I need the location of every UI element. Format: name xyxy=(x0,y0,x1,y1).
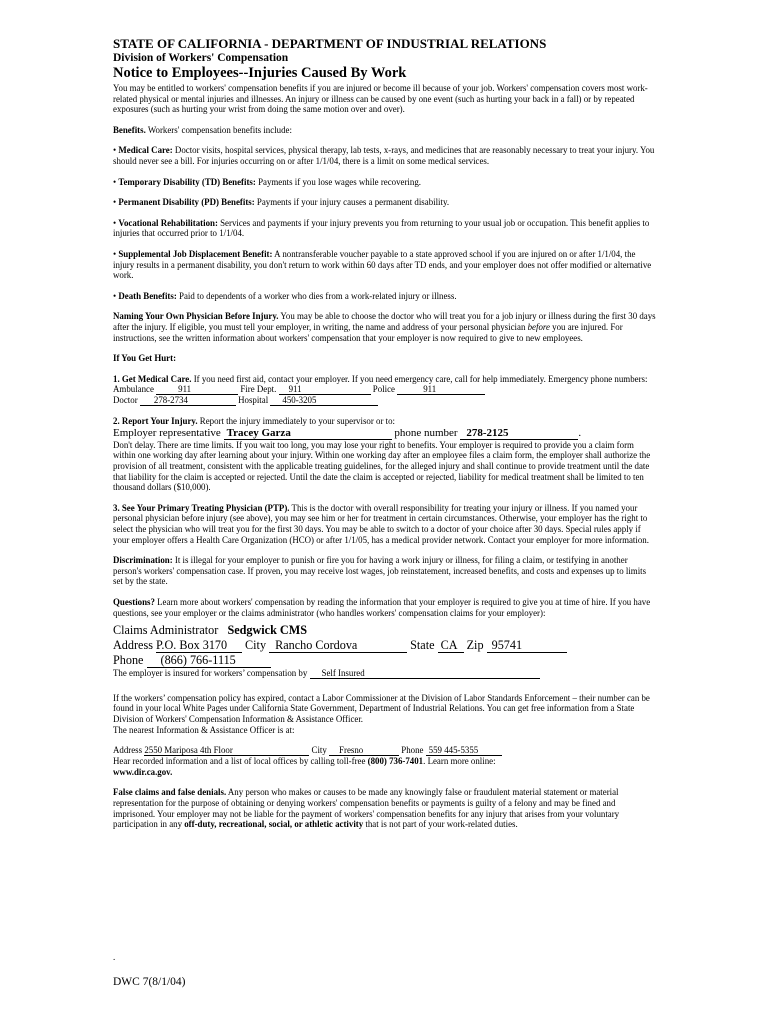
recorded-info-line: Hear recorded information and a list of local offices by calling toll-free (800) 736-7401. Learn more online: xyxy=(113,756,496,767)
claims-phone-value: (866) 766-1115 xyxy=(147,654,271,668)
questions-paragraph: Questions? Learn more about workers' compensation by reading the information that your employer is required to give you at time of hire. If you have questions, see your employer or the claims administrator (who handles workers' compensation claims for your employer): xyxy=(113,597,651,618)
bullet-icon: • xyxy=(113,248,117,259)
doctor-hospital-row: Doctor 278-2734 Hospital 450-3205 xyxy=(113,395,658,406)
toll-free-number: (800) 736-7401 xyxy=(367,756,424,767)
benefit-term: Death Benefits: xyxy=(118,290,177,301)
employer-representative-row: Employer representative Tracey Garza phone number 278-2125 . xyxy=(113,426,582,439)
benefit-text: Payments if you lose wages while recovering. xyxy=(255,176,421,187)
police-number: 911 xyxy=(397,384,485,395)
benefits-heading: Benefits. xyxy=(113,124,146,135)
claims-administrator-row: Claims Administrator Sedgwick CMS xyxy=(113,623,308,638)
representative-name: Tracey Garza xyxy=(224,427,392,440)
discrimination-paragraph: Discrimination: It is illegal for your employer to punish or fire you for having a work injury or illness, for filing a claim, or testifying in another person's workers' compensation case. If proven, you may receive lost wages, job reinstatement, increased benefits, and costs and expenses up to limits set by the state. xyxy=(113,555,647,587)
nearest-officer-line: The nearest Information & Assistance Officer is at: xyxy=(113,724,295,735)
benefit-term: Supplemental Job Displacement Benefit: xyxy=(118,248,273,259)
bullet-icon: • xyxy=(113,217,117,228)
benefit-item xyxy=(113,291,658,302)
doctor-number: 278-2734 xyxy=(140,395,236,406)
officer-phone-value: 559 445-5355 xyxy=(426,745,502,756)
claims-zip-value: 95741 xyxy=(487,639,567,653)
bullet-icon: • xyxy=(113,290,117,301)
claims-phone-row: Phone (866) 766-1115 xyxy=(113,653,658,668)
officer-address-value: 2550 Mariposa 4th Floor xyxy=(144,745,309,756)
division-heading: Division of Workers' Compensation xyxy=(113,52,289,64)
benefit-item xyxy=(113,145,658,166)
website-link[interactable]: www.dir.ca.gov. xyxy=(113,766,173,777)
benefit-term: Permanent Disability (PD) Benefits: xyxy=(118,197,255,208)
physician-heading: Naming Your Own Physician Before Injury. xyxy=(113,311,279,322)
representative-phone: 278-2125 xyxy=(460,427,578,440)
physician-paragraph: Naming Your Own Physician Before Injury. You may be able to choose the doctor who will treat you for a job injury or illness during the first 30 days after the injury. If eligible, you must tell your employer, in writing, the name and address of your personal physician before you are injured. For instructions, see the written information about workers' compensation that your employer is now required to give to new employees. xyxy=(113,311,656,343)
benefit-text: Doctor visits, hospital services, physical therapy, lab tests, x-rays, and medicines that are reasonably necessary to treat your injury. You should never see a bill. For injuries occurring on or after 1/1/04, there is a limit on some medical services. xyxy=(113,145,655,166)
benefit-text: Services and payments if your injury prevents you from returning to your usual job or occupation. This benefit applies to injuries that occurred prior to 1/1/04. xyxy=(113,217,650,239)
false-claims-paragraph: False claims and false denials. Any person who makes or causes to be made any knowingly false or fraudulent material statement or material representation for the purpose of obtaining or denying workers' compensation benefits or payments is guilty of a felony and may be fined and imprisoned. Your employer may not be liable for the payment of workers' compensation benefits for any injury that arises from your voluntary participation in any off-duty, recreational, social, or athletic activity that is not part of your work-related duties. xyxy=(113,787,620,830)
benefit-term: Temporary Disability (TD) Benefits: xyxy=(118,176,256,187)
intro-paragraph: You may be entitled to workers' compensation benefits if you are injured or become ill because of your job. Workers' compensation covers most work-related physical or mental injuries and illnesses. An injury or illness can be caused by one event (such as hurting your back in a fall) or by repeated exposures (such as hurting your wrist from doing the same motion over and over). xyxy=(113,83,648,115)
insurer-row: The employer is insured for workers’ compensation by Self Insured xyxy=(113,668,658,679)
footer-mark: . xyxy=(113,952,116,962)
ambulance-number: 911 xyxy=(156,384,238,395)
claims-administrator-name: Sedgwick CMS xyxy=(227,623,308,638)
notice-document xyxy=(113,36,658,830)
insurer-value: Self Insured xyxy=(310,668,540,679)
benefit-item xyxy=(113,177,658,188)
benefit-item xyxy=(113,197,658,208)
officer-city-value: Fresno xyxy=(329,745,399,756)
if-you-get-hurt-heading: If You Get Hurt: xyxy=(113,353,177,364)
benefit-item xyxy=(113,218,658,239)
agency-heading: STATE OF CALIFORNIA - DEPARTMENT OF INDUSTRIAL RELATIONS xyxy=(113,36,547,51)
form-number: DWC 7(8/1/04) xyxy=(113,976,186,988)
bullet-icon: • xyxy=(113,145,117,156)
claims-address-row: Address P.O. Box 3170 City Rancho Cordova State CA Zip 95741 xyxy=(113,638,658,653)
officer-address-row: Address 2550 Mariposa 4th Floor City Fresno Phone 559 445-5355 xyxy=(113,745,658,756)
hospital-number: 450-3205 xyxy=(270,395,378,406)
benefits-intro: Benefits. Workers' compensation benefits include: xyxy=(113,124,292,135)
benefit-text: Payments if your injury causes a permanent disability. xyxy=(254,197,450,208)
benefit-term: Medical Care: xyxy=(118,145,173,156)
fire-dept-number: 911 xyxy=(279,384,371,395)
get-medical-care-paragraph: 1. Get Medical Care. If you need first aid, contact your employer. If you need emergency care, call for help immediately. Emergency phone numbers: xyxy=(113,373,648,384)
benefit-text: A nontransferable voucher payable to a state approved school if you are injured on or after 1/1/04, the injury results in a permanent disability, you don't return to work within 60 days after TD ends, and your employer does not offer modified or alternative work. xyxy=(113,248,652,281)
policy-expired-paragraph: If the workers’ compensation policy has expired, contact a Labor Commissioner at the Division of Labor Standards Enforcement – their number can be found in your local White Pages under California State Government, Department of Industrial Relations. You can get free information from a State Division of Workers' Compensation Information & Assistance Officer. xyxy=(113,692,650,724)
benefit-text: Paid to dependents of a worker who dies from a work-related injury or illness. xyxy=(176,290,457,301)
report-injury-body: Don't delay. There are time limits. If you wait too long, you may lose your right to benefits. Your employer is required to provide you a claim form within one working day after learning about your injury. Within one working day after an employee files a claim form, the employer shall authorize the provision of all treatment, consistent with the applicable treating guidelines, for the alleged injury and shall continue to provide treatment until the date that liability for the claim is accepted or rejected. Until the date the claim is accepted or rejected, liability for medical treatment shall be limited to ten thousand dollars ($10,000). xyxy=(113,439,651,493)
bullet-icon: • xyxy=(113,176,117,187)
claims-city-value: Rancho Cordova xyxy=(269,639,407,653)
claims-state-value: CA xyxy=(438,639,464,653)
benefit-item xyxy=(113,249,658,281)
primary-treating-physician-paragraph: 3. See Your Primary Treating Physician (PTP). This is the doctor with overall responsibility for treating your injury or illness. If you named your personal physician before injury (see above), you may see him or her for treatment in certain circumstances. Otherwise, your employer has the right to select the physician who will treat you for the first 30 days. You may be able to switch to a doctor of your choice after 30 days. Special rules apply if your employer offers a Health Care Organization (HCO) or after 1/1/05, has a medical provider network. Contact your employer for more information. xyxy=(113,502,649,545)
benefit-term: Vocational Rehabilitation: xyxy=(118,217,218,228)
claims-address-value: P.O. Box 3170 xyxy=(156,639,242,653)
website-line xyxy=(113,767,658,778)
report-injury-paragraph: 2. Report Your Injury. Report the injury immediately to your supervisor or to: xyxy=(113,416,395,427)
bullet-icon: • xyxy=(113,197,117,208)
notice-title: Notice to Employees--Injuries Caused By Work xyxy=(113,65,407,81)
emergency-numbers-row: Ambulance 911 Fire Dept. 911 Police 911 xyxy=(113,384,658,395)
